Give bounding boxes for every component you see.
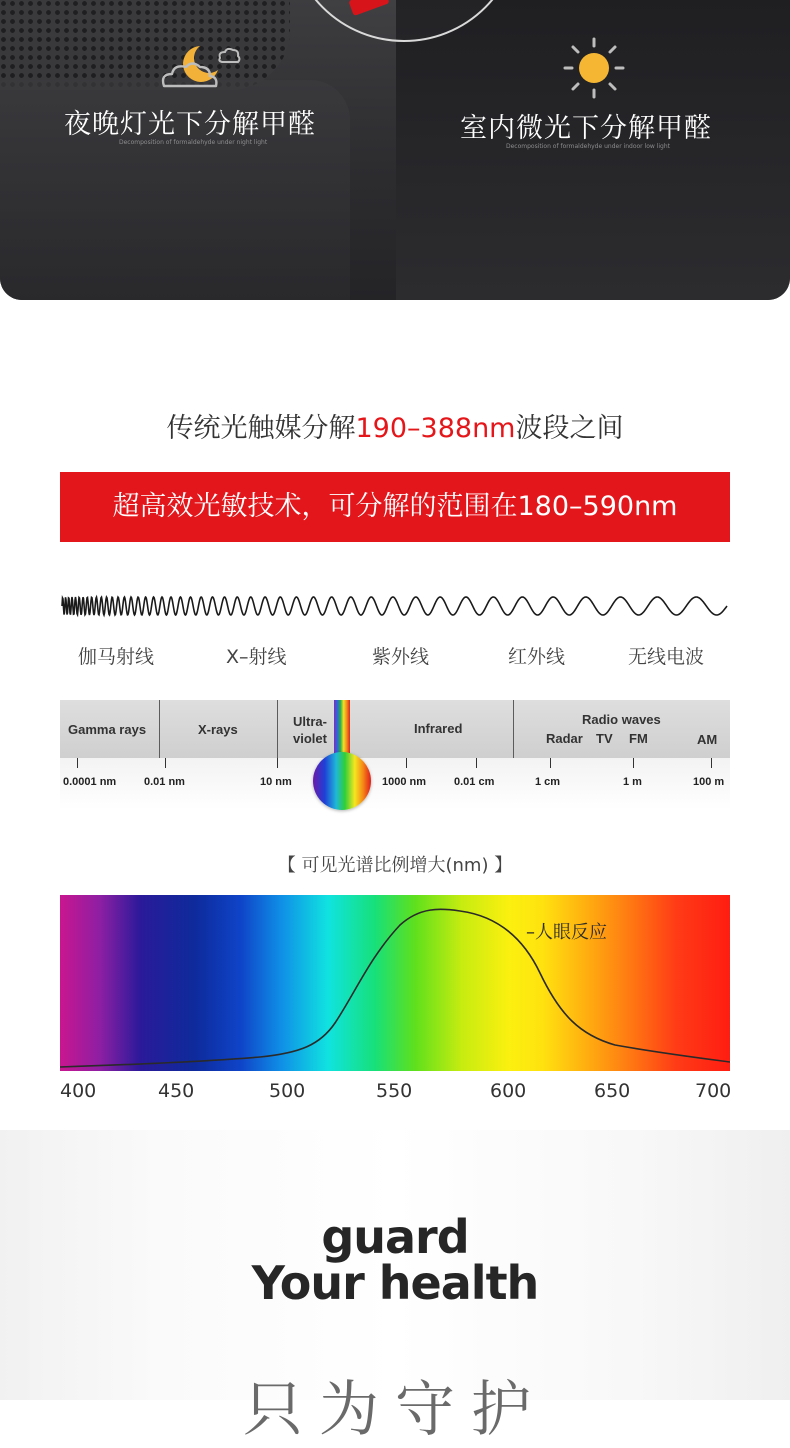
- axis-450: 450: [158, 1080, 195, 1102]
- radio-fm: FM: [629, 731, 648, 746]
- wavelength-wave: [60, 578, 730, 634]
- scale-0.01nm: 0.01 nm: [144, 776, 185, 788]
- wave-line: [62, 597, 727, 615]
- spectrum-divider: [159, 700, 160, 758]
- moon-cloud-icon: [156, 40, 242, 98]
- region-violet: violet: [293, 731, 327, 746]
- label-uv: 紫外线: [372, 646, 430, 668]
- your-health-heading: Your health: [251, 1256, 539, 1310]
- scale-tick: [277, 758, 278, 768]
- scale-tick: [550, 758, 551, 768]
- curve-label: –人眼反应: [526, 922, 607, 943]
- sun-icon: [562, 36, 626, 104]
- scale-10nm: 10 nm: [260, 776, 292, 788]
- highlight-banner-text: 超高效光敏技术，可分解的范围在180–590nm: [112, 491, 678, 522]
- region-gamma: Gamma rays: [68, 722, 147, 737]
- traditional-range-heading: [0, 406, 790, 445]
- eye-response-curve: [60, 895, 730, 1071]
- night-subtitle: Decomposition of formaldehyde under night light: [119, 139, 268, 146]
- visible-spectrum: [60, 895, 730, 1071]
- axis-500: 500: [269, 1080, 306, 1102]
- visible-spectrum-caption: 【 可见光谱比例增大(nm) 】: [277, 855, 513, 876]
- traditional-prefix: 传统光触媒分解: [166, 413, 356, 444]
- spectrum-divider: [513, 700, 514, 758]
- scale-1000nm: 1000 nm: [382, 776, 427, 788]
- label-ir: 红外线: [508, 646, 566, 668]
- label-xray: X–射线: [226, 646, 287, 668]
- scale-1m: 1 m: [623, 776, 642, 788]
- indoor-subtitle: Decomposition of formaldehyde under indoor low light: [506, 143, 671, 150]
- radio-radar: Radar: [546, 731, 583, 746]
- night-light-banner: [0, 0, 790, 300]
- region-infrared: Infrared: [414, 721, 463, 736]
- guard-heading: guard: [321, 1210, 469, 1264]
- axis-600: 600: [490, 1080, 527, 1102]
- axis-550: 550: [376, 1080, 413, 1102]
- spectrum-band: [60, 700, 730, 758]
- visible-light-strip: [334, 700, 350, 760]
- em-spectrum: [60, 700, 730, 810]
- pillow-texture: [0, 0, 290, 90]
- region-ultra: Ultra-: [293, 714, 327, 729]
- scale-0.01cm: 0.01 cm: [454, 776, 495, 788]
- indoor-title: 室内微光下分解甲醛: [460, 113, 712, 144]
- axis-700: 700: [695, 1080, 732, 1102]
- region-radio: Radio waves: [582, 712, 661, 727]
- guard-chinese-title: 只为守护: [243, 1375, 547, 1445]
- scale-tick: [165, 758, 166, 768]
- radio-am: AM: [697, 732, 718, 747]
- scale-tick: [711, 758, 712, 768]
- traditional-suffix: 波段之间: [515, 413, 624, 444]
- prism-orb: [313, 752, 371, 810]
- axis-400: 400: [60, 1080, 97, 1102]
- axis-650: 650: [594, 1080, 631, 1102]
- scale-100m: 100 m: [693, 776, 725, 788]
- radio-tv: TV: [596, 731, 613, 746]
- scale-tick: [77, 758, 78, 768]
- traditional-range: 190–388nm: [355, 413, 516, 444]
- highlight-banner: [60, 472, 730, 542]
- scale-tick: [633, 758, 634, 768]
- region-xray: X-rays: [198, 722, 238, 737]
- scale-tick: [406, 758, 407, 768]
- scale-tick: [476, 758, 477, 768]
- label-gamma: 伽马射线: [78, 646, 155, 668]
- spectrum-divider: [277, 700, 278, 758]
- scale-0.0001nm: 0.0001 nm: [63, 776, 117, 788]
- night-title: 夜晚灯光下分解甲醛: [64, 109, 316, 140]
- label-radio: 无线电波: [628, 646, 705, 668]
- scale-1cm: 1 cm: [535, 776, 561, 788]
